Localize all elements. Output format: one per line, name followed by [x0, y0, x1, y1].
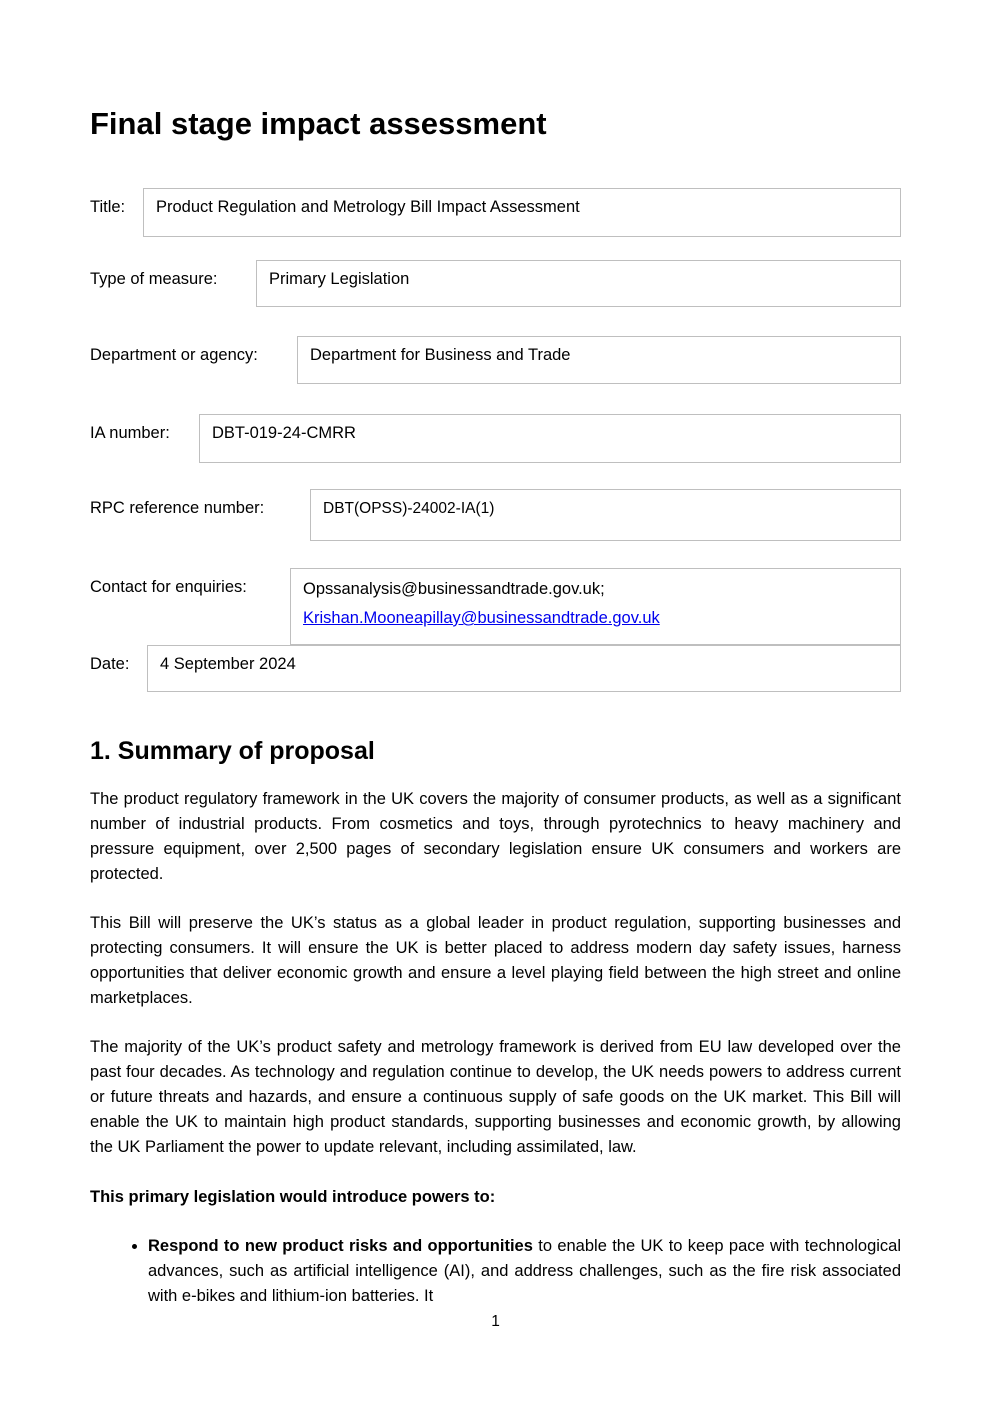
page-number: 1	[491, 1313, 500, 1330]
field-label-type-of-measure: Type of measure:	[90, 270, 218, 288]
field-row-rpc-reference	[90, 489, 901, 541]
bullet-bold-lead: Respond to new product risks and opportunities	[148, 1237, 533, 1255]
document-content	[90, 0, 901, 1309]
summary-paragraph-1: The product regulatory framework in the UK covers the majority of consumer products, as well as a significant number of industrial products. From cosmetics and toys, through pyrotechnics to heavy machinery and pressure equipment, over 2,500 pages of secondary legislation ensure UK consumers and workers are protected.	[90, 790, 901, 883]
field-label-department: Department or agency:	[90, 346, 258, 364]
field-row-ia-number	[90, 414, 901, 463]
field-label-date: Date:	[90, 655, 130, 673]
section-heading-summary: 1. Summary of proposal	[90, 737, 375, 765]
field-value-ia-number: DBT-019-24-CMRR	[199, 414, 901, 463]
field-row-date	[90, 645, 901, 692]
field-label-contact: Contact for enquiries:	[90, 578, 247, 596]
field-row-title	[90, 188, 901, 237]
field-value-contact	[290, 568, 901, 645]
contact-email-plain: Opssanalysis@businessandtrade.gov.uk;	[303, 580, 605, 598]
field-value-title: Product Regulation and Metrology Bill Impact Assessment	[143, 188, 901, 237]
field-label-ia-number: IA number:	[90, 424, 170, 442]
summary-paragraph-3: The majority of the UK’s product safety and metrology framework is derived from EU law developed over the past four decades. As technology and regulation continue to develop, the UK needs powers to address current or future threats and hazards, and ensure a continuous supply of safe goods on the UK market. This Bill will enable the UK to maintain high product standards, supporting businesses and economic growth, by allowing the UK Parliament the power to update relevant, including assimilated, law.	[90, 1038, 901, 1156]
powers-intro-line: This primary legislation would introduce powers to:	[90, 1188, 496, 1206]
bullet-rest-text: to enable the UK to keep pace with technological advances, such as artificial intelligence (AI), and address challenges, such as the fire risk associated with e-bikes and lithium-ion batteries. It	[148, 1237, 902, 1305]
field-value-rpc-reference: DBT(OPSS)-24002-IA(1)	[310, 489, 901, 541]
field-value-type-of-measure: Primary Legislation	[256, 260, 901, 307]
field-label-rpc-reference: RPC reference number:	[90, 499, 265, 517]
field-value-date: 4 September 2024	[147, 645, 901, 692]
bullet-list	[90, 1234, 901, 1309]
field-row-contact	[90, 568, 901, 645]
document-title: Final stage impact assessment	[90, 106, 547, 141]
contact-email-link[interactable]: Krishan.Mooneapillay@businessandtrade.gov.uk	[303, 609, 660, 627]
bullet-item	[148, 1234, 901, 1309]
field-row-department	[90, 336, 901, 384]
field-row-type-of-measure	[90, 260, 901, 307]
field-value-department: Department for Business and Trade	[297, 336, 901, 384]
summary-paragraph-2: This Bill will preserve the UK’s status as a global leader in product regulation, supporting businesses and protecting consumers. It will ensure the UK is better placed to address modern day safety issues, harness opportunities that deliver economic growth and ensure a level playing field between the high street and online marketplaces.	[90, 914, 901, 1007]
field-label-title: Title:	[90, 198, 126, 216]
